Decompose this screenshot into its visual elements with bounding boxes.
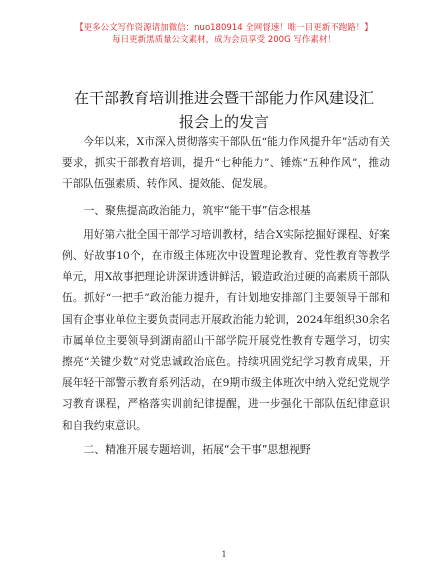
document-body <box>62 132 390 460</box>
section-heading-1: 一、聚焦提高政治能力，筑牢“能干事”信念根基 <box>83 203 311 217</box>
section-1-paragraph: 用好第六批全国干部学习培训教材，结合X实际挖掘好课程、好案例、好故事10个，在市级主体班次中设置理论教育、党性教育等教学单元，用X故事把理论讲深讲透讲鲜活，锻造政治过硬的高素质干部队伍。抓好“一把手”政治能力提升，有计划地安排部门主要领导干部和国有企事业单位主要负责同志开展政治能力轮训，2024年组织30余名市属单位主要领导到湖南韶山干部学院开展党性教育专题学习，切实擦亮“关键少数”对党忠诚政治底色。持续巩固党纪学习教育成果，开展年轻干部警示教育系列活动，在9期市级主体班次中纳入党纪党规学习教育课程，严格落实训前纪律提醒，进一步强化干部队伍纪律意识和自我约束意识。 <box>62 228 390 432</box>
page-number: 1 <box>221 550 227 559</box>
intro-paragraph: 今年以来，X市深入贯彻落实干部队伍“能力作风提升年”活动有关要求，抓实干部教育培训，提升“七种能力”、锤炼“五种作风”，推动干部队伍强素质、转作风、提效能、促发展。 <box>62 136 390 191</box>
promo-banner-line-1: 【更多公文写作资源请加微信：nuo180914 全网督速！唯一目更新不跑路！】 <box>75 23 373 33</box>
section-heading-2: 二、精准开展专题培训，拓展“会干事”思想视野 <box>83 442 311 456</box>
document-title <box>60 86 388 134</box>
document-title-line-1: 在干部教育培训推进会暨干部能力作风建设汇 <box>73 89 374 107</box>
document-title-line-2: 报会上的发言 <box>178 113 269 131</box>
promo-banner <box>0 22 448 46</box>
promo-banner-line-2: 每日更新黑质量公文素材，成为会员享受 200G 写作素材！ <box>112 35 336 45</box>
